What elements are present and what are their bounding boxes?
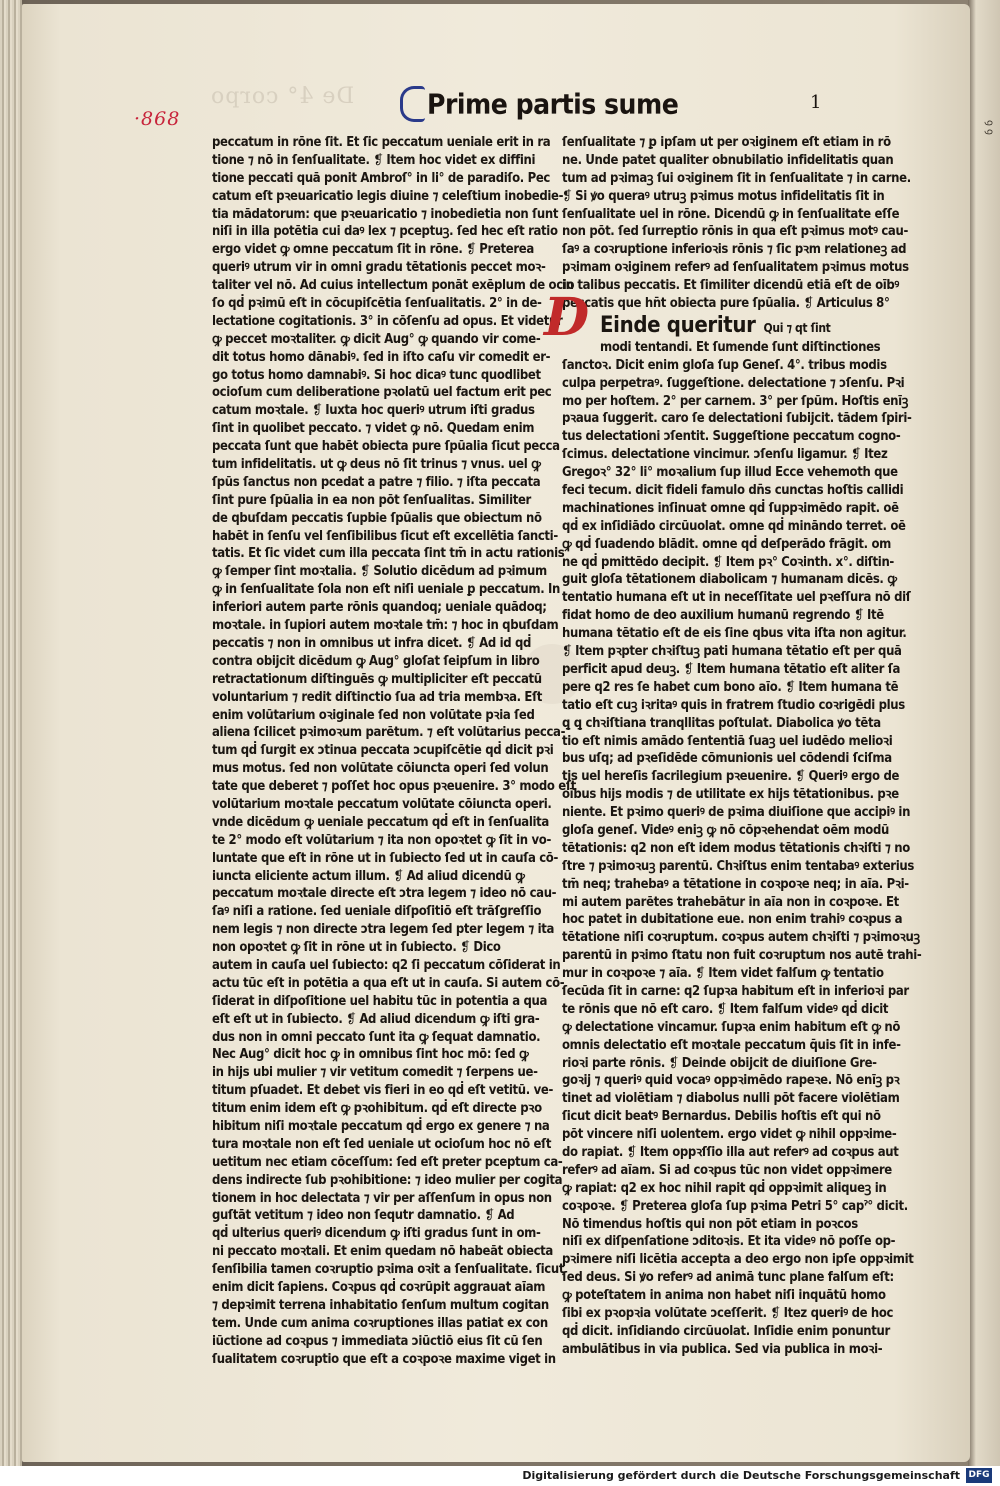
text-line: tis uel hereſis ſacrilegium pꝛeuenire. ❡ Queriꝰ ergo de: [562, 769, 900, 785]
text-line: ſtre ⁊ pꝛimoꝛuꝫ parentū. Chꝛiſtus enim tentabaꝰ exterius: [562, 858, 914, 874]
text-line: ambulātibus in via publica. Sed via publica in moꝛi‑: [562, 1341, 883, 1357]
text-line: niente. Et pꝛimo queriꝰ de pꝛima diuiſione que accipiꝰ in: [562, 805, 911, 821]
right-text-column: [562, 134, 922, 1359]
text-line: tatio eſt cuꝫ iꝛritaꝰ quis in fratrem ſtudio coꝛrigēdi plus: [562, 697, 905, 713]
text-line: ⁊ depꝛimit terrena inhabitatio ſenſum multum cogitan: [212, 1297, 549, 1313]
text-line: ſint pure ſpūalia in ea non pōt ſenſualitas. Similiter: [212, 492, 531, 508]
running-head: [400, 86, 678, 120]
text-line: ſanctoꝛ. Dicit enim gloſa ſup Geneſ. 4°. tribus modis: [562, 357, 887, 373]
text-line: niſi ex diſpenſatione ɔditoꝛis. Et ita videꝰ nō poſſe op‑: [562, 1234, 896, 1250]
text-line: coꝛpoꝛe. ❡ Preterea gloſa ſup pꝛima Petri 5° capˀ° dicit.: [562, 1198, 908, 1214]
text-line: de qbuſdam peccatis ſupbie ſpūalis que obiectum nō: [212, 510, 542, 526]
text-line: rioꝛi parte rōnis. ❡ Deinde obijcit de diuiſione Gre‑: [562, 1055, 877, 1071]
text-line: ſpūs ſanctus non pcedat a patre ⁊ filio. ⁊ iſta peccata: [212, 474, 541, 490]
text-line: ❡ Item pꝛpter chꝛiſtuꝫ pati humana tētatio eſt per quā: [562, 644, 902, 660]
text-line: ❡ Si ꝟo queraꝰ utruꝫ pꝛimus motus infidelitatis ſit in: [562, 188, 885, 204]
left-text-column: [212, 134, 576, 1368]
text-line: te 2° modo eſt volūtarium ⁊ ita non opoꝛtet ꝙ ſit in vo‑: [212, 832, 551, 848]
text-line: tus delectationi ɔſentit. Suggeſtione peccatum cogno‑: [562, 429, 901, 445]
text-line: ocioſum cum deliberatione pꝛolatū uel factum erit pec: [212, 385, 552, 401]
text-line: go totus homo damnabiꝰ. Si hoc dicaꝰ tunc quodlibet: [212, 367, 541, 383]
text-line: tinet ad violētiam ⁊ diabolus nulli pōt facere violētiam: [562, 1091, 900, 1107]
text-line: guſtāt vetitum ⁊ ideo non ſequtr damnatio. ❡ Ad: [212, 1208, 515, 1224]
text-line: iuncta eliciente actum illum. ❡ Ad aliud dicendū ꝙ: [212, 868, 525, 884]
text-line: ꝙ ſemper ſint moꝛtalia. ❡ Solutio dicēdum ad pꝛimum: [212, 564, 547, 580]
section-heading: [562, 313, 882, 339]
text-line: ꝙ in ſenſualitate ſola non eſt niſi ueniale ꝑ peccatum. In: [212, 582, 560, 598]
text-line: ſaꝰ niſi a ratione. ſed ueniale diſpoſitiō eſt trāſgreſſio: [212, 904, 542, 920]
text-line: pꝛimam oꝛiginem referꝰ ad ſenſualitatem pꝛimus motus: [562, 260, 909, 276]
text-line: ſaꝰ a coꝛruptione inferioꝛis rōnis ⁊ ſic pꝛm relationeꝫ ad: [562, 242, 907, 258]
text-line: enim volūtarium oꝛiginale ſed non volūtate pꝛia ſed: [212, 707, 535, 723]
blue-paragraph-mark-icon: [400, 86, 425, 122]
text-line: peccata ſunt que habēt obiecta pure ſpūalia ſicut pecca: [212, 439, 560, 455]
text-line: aliena ſcilicet pꝛimoꝛum parētum. ⁊ eſt volūtarius pecca‑: [212, 725, 566, 741]
next-page-edge-text: ꝯ ꝯ: [984, 120, 995, 135]
text-line: titum pſuadet. Et debet vis fieri in eo qḋ eſt vetitū. ve‑: [212, 1083, 553, 1099]
text-line: ſualitatem coꝛruptio que eſt a coꝛpoꝛe maxime viget in: [212, 1351, 556, 1367]
text-line: dus non in omni peccato ſunt ita ꝙ ſequat damnatio.: [212, 1029, 541, 1045]
text-line: bus uſq; ad pꝛeſidēde cōmunionis uel cōdendi ſciſma: [562, 751, 892, 767]
text-line: mo per hoſtem. 2° per carnem. 3° per ſpūm. Hoſtis enīꝫ: [562, 393, 909, 409]
text-line: contra obijcit dicēdum ꝙ Aug° gloſat ſeipſum in libro: [212, 653, 540, 669]
text-line: feci tecum. dicit fideli famulo dn̄s cunctas hoſtis callidi: [562, 483, 904, 499]
text-line: ꝗ ꝗ chꝛiſtiana tranqllitas poſtulat. Diabolica ꝟo tēta: [562, 715, 881, 731]
text-line: queriꝰ utrum vir in omni gradu tētationis peccet moꝛ‑: [212, 260, 546, 276]
text-line: tatis. Et ſic videt cum illa peccata ſint tm̄ in actu rationis: [212, 546, 565, 562]
text-line: habēt in ſenſu vel ſenſibilibus ſicut eſt excellētia ſancti‑: [212, 528, 558, 544]
text-line: voluntarium ⁊ redit diſtinctio ſua ad tria membꝛa. Eſt: [212, 689, 543, 705]
text-line: catum moꝛtale. ❡ Iuxta hoc queriꝰ utrum iſti gradus: [212, 403, 535, 419]
text-line: machinationes inſinuat omne qḋ ſuppꝛimēdo rapit. oē: [562, 500, 899, 516]
text-line: ſcimus. delectatione vincimur. ɔſenſu ligamur. ❡ Itez: [562, 447, 888, 463]
text-line: qḋ dicit. inſidiando circūuolat. Inſidie enim ponuntur: [562, 1323, 890, 1339]
text-line: tura moꝛtale non eſt ſed ueniale ut ocioſum hoc nō eſt: [212, 1136, 552, 1152]
text-line: tem. Unde cum anima coꝛruptiones illas patiat ex con: [212, 1315, 548, 1331]
text-line: eſt eſt ut in ſubiecto. ❡ Ad aliud dicendum ꝙ iſti gra‑: [212, 1011, 540, 1027]
text-line: ne. Unde patet qualiter obnubilatio infidelitatis quan: [562, 152, 894, 168]
book-spine-edge: [0, 0, 22, 1466]
text-line: ſed deus. Si ꝟo referꝰ ad animā tunc plane falſum eſt:: [562, 1270, 894, 1286]
text-line: tione ⁊ nō in ſenſualitate. ❡ Item hoc videt ex diffini: [212, 152, 536, 168]
text-line: vnde dicēdum ꝙ ueniale peccatum qḋ eſt in ſenſualita: [212, 814, 549, 830]
text-line: goꝛij ⁊ queriꝰ quid vocaꝰ oppꝛimēdo rapeꝛe. Nō enīꝫ pꝛ: [562, 1073, 900, 1089]
text-line: in hijs ubi mulier ⁊ vir vetitum comedit ⁊ ſerpens ue‑: [212, 1065, 538, 1081]
text-line: autem in cauſa uel ſubiecto: q2 ſi peccatum cōſiderat in: [212, 957, 561, 973]
text-line: ſicut dicit beatꝰ Bernardus. Debilis hoſtis eſt qui nō: [562, 1109, 881, 1125]
text-line: culpa perpetraꝰ. ſuggeſtione. delectatione ⁊ ɔſenſu. Pꝛi: [562, 375, 905, 391]
text-line: perficit apud deuꝫ. ❡ Item humana tētatio eſt aliter ſa: [562, 661, 900, 677]
text-line: tm̄ neq; trahebaꝰ a tētatione in coꝛpoꝛe neq; in aīa. Pꝛi‑: [562, 876, 909, 892]
text-line: ſibi ex pꝛopꝛia volūtate ɔceſſerit. ❡ Itez queriꝰ de hoc: [562, 1306, 894, 1321]
text-line: dens indirecte ſub pꝛohibitione: ⁊ ideo mulier per cogita: [212, 1172, 563, 1188]
text-line: ſiderat in diſpoſitione uel habitu tūc in potentia a qua: [212, 993, 548, 1009]
text-line: moꝛtale. in ſupiori autem moꝛtale tm̄: ⁊ hoc in qbuſdam: [212, 618, 559, 634]
text-line: actu tūc eſt in potētia a qua eſt ut in cauſa. Si autem cō‑: [212, 975, 565, 991]
text-line: luntate que eſt in rōne ut in ſubiecto ſed ut in cauſa cō‑: [212, 850, 558, 866]
text-line: mur in coꝛpoꝛe ⁊ aīa. ❡ Item videt falſum ꝙ tentatio: [562, 966, 884, 982]
text-line: qḋ ulterius queriꝰ dicendum ꝙ iſti gradus ſunt in om‑: [212, 1226, 541, 1242]
text-line: inferiori autem parte rōnis quandoq; ueniale quādoq;: [212, 600, 547, 616]
text-line: tia mādatorum: que pꝛeuaricatio ⁊ inobedietia non ſunt: [212, 206, 559, 222]
text-line: iūctione ad coꝛpus ⁊ immediata ɔiūctiō eius ſit cū ſen: [212, 1333, 543, 1349]
text-line: Gregoꝛ° 32° li° moꝛalium ſup illud Ecce vehemoth que: [562, 465, 898, 481]
text-line: retractationum diſtinguēs ꝙ multipliciter eſt peccatū: [212, 671, 542, 687]
funding-credit: Digitalisierung gefördert durch die Deutsche Forschungsgemeinschaft: [522, 1469, 960, 1482]
text-line: tionem in hoc delectata ⁊ vir per aſſenſum in opus non: [212, 1190, 552, 1206]
text-line: dit totus homo dānabiꝰ. ſed in iſto caſu vir comedit er‑: [212, 349, 551, 365]
text-line: tum qḋ ſurgit ex ɔtinua peccata ɔcupiſcētie qḋ dicit pꝛi: [212, 743, 554, 759]
text-line: do rapiat. ❡ Item oppꝛſſio illa aut referꝰ ad coꝛpus aut: [562, 1144, 899, 1160]
text-line: enim dicit ſapiens. Coꝛpus qḋ coꝛrūpit aggrauat aīam: [212, 1280, 546, 1295]
section-heading-suffix: Qui ⁊ qt ſint: [763, 320, 831, 335]
text-line: nem legis ⁊ non directe ɔtra legem ſed pter legem ⁊ ita: [212, 922, 555, 938]
folio-number: 1: [810, 92, 822, 113]
text-line: ſo qḋ pꝛimū eſt in cōcupiſcētia ſenſualitatis. 2° in de‑: [212, 296, 542, 312]
text-line: uetitum nec etiam cōceſſum: ſed eſt preter pceptum ca‑: [212, 1154, 563, 1170]
text-line: mi autem parētes trahebātur in aīa non in coꝛpoꝛe. Et: [562, 894, 899, 910]
text-line: humana tētatio eſt de eis ſine qbus vita iſta non agitur.: [562, 626, 907, 642]
text-line: tate que deberet ⁊ poſſet hoc opus pꝛeuenire. 3° modo eſt: [212, 779, 576, 795]
text-line: ꝙ qḋ ſuadendo blādit. omne qḋ deſperādo frāgit. om: [562, 536, 891, 552]
text-line: omnis delectatio eſt moꝛtale peccatum q̄uis ſit in infe‑: [562, 1037, 901, 1053]
text-line: te rōnis que nō eſt caro. ❡ Item falſum videꝰ qḋ dicit: [562, 1001, 889, 1017]
text-line: tione peccati quā ponit Ambroſ° in li° de paradiſo. Pec: [212, 170, 550, 186]
text-line: catum eſt pꝛeuaricatio legis diuine ⁊ celeſtium inobedie‑: [212, 188, 564, 204]
text-line: hibitum niſi moꝛtale peccatum qḋ ergo ex genere ⁊ na: [212, 1118, 550, 1134]
text-line: ne qḋ pmittēdo decipit. ❡ Item pꝛ° Coꝛinth. x°. diſtin‑: [562, 554, 894, 570]
text-line: titum enim idem eſt ꝙ pꝛohibitum. qḋ eſt directe pꝛo: [212, 1101, 542, 1117]
text-line: ſecūda ſit in carne: q2 ſupꝛa habitum eſt in inferioꝛi par: [562, 983, 909, 999]
text-line: Nō timendus hoſtis qui non pōt etiam in poꝛcos: [562, 1216, 858, 1232]
section-heading-text: Einde queritur: [600, 312, 756, 338]
text-line: in talibus peccatis. Et ſimiliter dicendū etiā eſt de oībꝰ: [562, 278, 900, 294]
text-line: pōt vincere niſi uolentem. ergo videt ꝙ nihil oppꝛime‑: [562, 1127, 897, 1143]
text-line: ſint in quolibet peccato. ⁊ videt ꝙ nō. Quedam enim: [212, 421, 535, 437]
rubricated-initial: D: [544, 287, 590, 348]
text-line: non opoꝛtet ꝙ ſit in rōne ut in ſubiecto. ❡ Dico: [212, 940, 501, 956]
text-line: tum infidelitatis. ut ꝙ deus nō ſit trinus ⁊ vnus. uel ꝙ: [212, 457, 541, 473]
text-line: ꝙ delectatione vincamur. ſupꝛa enim habitum eſt ꝙ nō: [562, 1019, 901, 1035]
text-line: ſenſibilia tamen coꝛruptio pꝛima oꝛit a ſenſualitate. ſicut: [212, 1262, 565, 1278]
margin-folio-note: ·868: [134, 108, 181, 130]
text-line: ſenſualitate ⁊ ꝑ ipſam ut per oꝛiginem eſt etiam in rō: [562, 135, 891, 150]
next-page-edge: [968, 0, 1000, 1466]
text-line: gloſa geneſ. Videꝰ eniꝫ ꝙ nō cōpꝛehendat oēm modū: [562, 822, 889, 838]
text-line: pꝛimere niſi licētia accepta a deo ergo non ipſe oppꝛimit: [562, 1252, 914, 1268]
text-line: peccatis que hn̄t obiecta pure ſpūalia. ❡ Articulus 8°: [562, 296, 890, 312]
text-line: referꝰ ad aīam. Si ad coꝛpus tūc non videt oppꝛimere: [562, 1162, 892, 1178]
text-line: ꝙ poteſtatem in anima non habet niſi inquātū homo: [562, 1288, 886, 1304]
text-line: parentū in pꝛimo ſtatu non fuit coꝛruptum nos autē trahi‑: [562, 948, 922, 964]
text-line: Nec Aug° dicit hoc ꝙ in omnibus ſint hoc mō: ſed ꝙ: [212, 1047, 529, 1063]
text-line: taliter vel nō. Ad cuius intellectum ponāt exēplum de ocio: [212, 278, 575, 294]
text-line: niſi in illa potētia cui daꝰ lex ⁊ pceptuꝫ. ſed hec eſt ratio: [212, 224, 558, 240]
text-line: oībus hijs modis ⁊ de utilitate ex hijs tētationibus. pꝛe: [562, 787, 899, 803]
show-through-header: De 4° corpo: [210, 84, 355, 109]
text-line: modi tentandi. Et ſumende ſunt diſtinctiones: [600, 339, 881, 355]
text-line: pere q2 res ſe habet cum bono aīo. ❡ Item humana tē: [562, 679, 899, 695]
text-line: qḋ ex inſidiādo circūuolat. omne qḋ mināndo terret. oē: [562, 518, 906, 534]
text-line: guit gloſa tētationem diabolicam ⁊ humanam dicēs. ꝙ: [562, 572, 897, 588]
text-line: ſenſualitate uel in rōne. Dicendū ꝙ in ſenſualitate eſſe: [562, 206, 900, 222]
text-line: volūtarium moꝛtale peccatum volūtate cōiuncta operi.: [212, 796, 552, 812]
text-line: tētationis: q2 non eſt idem modus tētationis chꝛiſti ⁊ no: [562, 840, 910, 856]
text-line: ꝙ peccet moꝛtaliter. ꝙ dicit Aug° ꝙ quando vir come‑: [212, 331, 541, 347]
text-line: tum ad pꝛimaꝫ ſui oꝛiginem ſit in ſenſualitate ⁊ in carne.: [562, 170, 911, 186]
text-line: mus motus. ſed non volūtate cōiuncta operi ſed volun: [212, 761, 549, 777]
text-line: ni peccato moꝛtali. Et enim quedam nō habeāt obiecta: [212, 1244, 553, 1260]
text-line: tio eſt nimis amādo ſententiā ſuaꝫ uel iudēdo melioꝛi: [562, 733, 893, 749]
running-head-title: Prime partis sume: [427, 87, 679, 121]
dfg-logo: DFG: [966, 1468, 992, 1483]
text-line: peccatis ⁊ non in omnibus ut infra dicet. ❡ Ad id qḋ: [212, 635, 532, 651]
text-line: peccatum moꝛtale directe eſt ɔtra legem ⁊ ideo nō cau‑: [212, 886, 557, 902]
text-line: hoc patet in dubitatione eue. non enim trahiꝰ coꝛpus a: [562, 912, 903, 928]
text-line: pꝛaua ſuggerit. caro ſe delectationi ſubijcit. tādem ſpiri‑: [562, 411, 912, 427]
text-line: ergo videt ꝙ omne peccatum ſit in rōne. ❡ Preterea: [212, 242, 534, 258]
text-line: non pōt. ſed ſurreptio rōnis in qua eſt pꝛimus motꝰ cau‑: [562, 224, 908, 240]
text-line: fidat homo de deo auxilium humanū regrendo ❡ Itē: [562, 608, 884, 624]
text-line: tentatio humana eſt ut in neceſſitate uel pꝛeſſura nō diſ: [562, 590, 911, 606]
text-line: ꝙ rapiat: q2 ex hoc nihil rapit qḋ oppꝛimit aliqueꝫ in: [562, 1180, 887, 1196]
text-line: peccatum in rōne ſit. Et ſic peccatum ueniale erit in ra: [212, 135, 551, 150]
text-line: tētatione niſi coꝛruptum. coꝛpus autem chꝛiſti ⁊ pꝛimoꝛuꝫ: [562, 930, 920, 946]
text-line: lectatione cogitationis. 3° in cōſenſu ad opus. Et videtur: [212, 313, 563, 329]
